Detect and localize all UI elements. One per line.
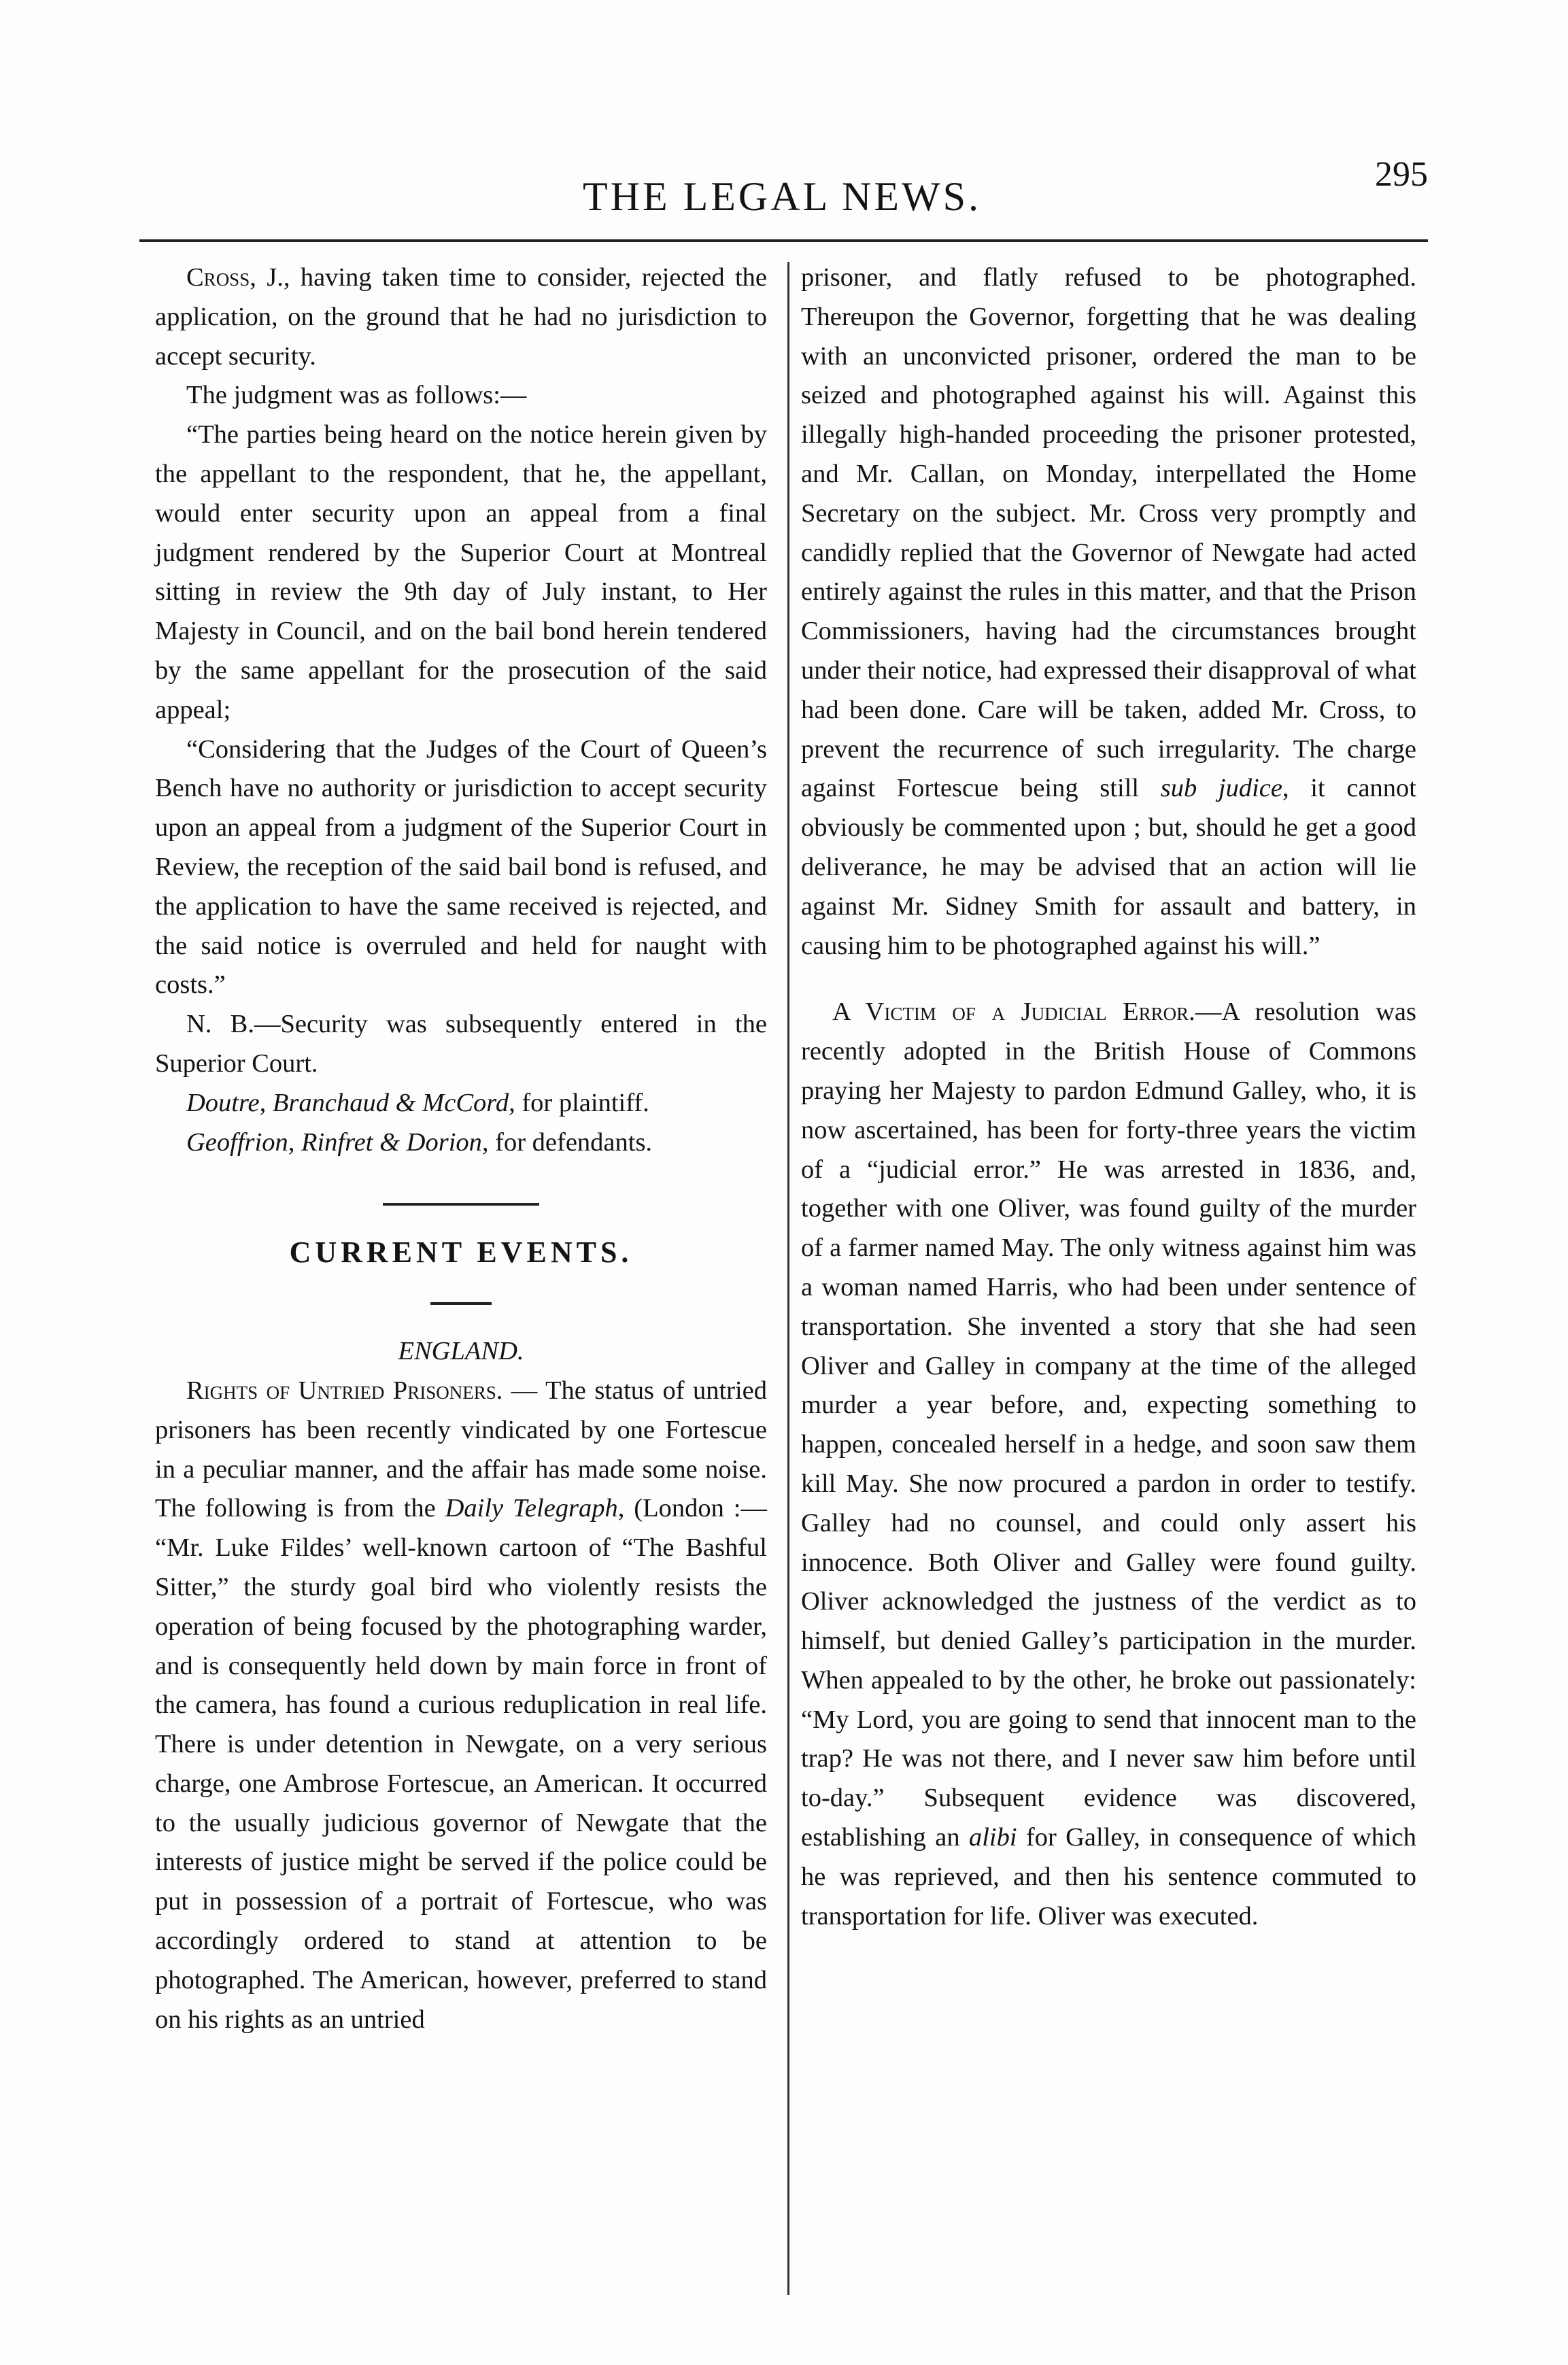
page-title: THE LEGAL NEWS.	[583, 174, 981, 219]
left-column	[155, 258, 767, 2039]
subheading-england: ENGLAND.	[398, 1337, 524, 1366]
judge-name: Cross	[186, 263, 250, 292]
paragraph-fortescue-continued: prisoner, and flatly refused to be photographed. Thereupon the Governor, forgetting that he was dealing with an unconvicted prisoner, ordered the man to be seized and photographed against his will. Against this illegally high-handed proceeding the prisoner protested, and Mr. Callan, on Monday, interpellated the Home Secretary on the subject. Mr. Cross very promptly and candidly replied that the Governor of Newgate had acted entirely against the rules in this matter, and that the Prison Commissioners, having had the circumstances brought under their notice, had expressed their disapproval of what had been done. Care will be taken, added Mr. Cross, to prevent the recurrence of such irregularity. The charge against Fortescue being still sub judice, it cannot obviously be commented upon ; but, should he get a good deliverance, he may be advised that an action will lie against Mr. Sidney Smith for assault and battery, in causing him to be photographed against his will.”	[801, 263, 1416, 960]
right-column	[801, 258, 1416, 1936]
paragraph-cross-decision: Cross, J., having taken time to consider, rejected the application, on the ground that he had no jurisdiction to accept security.	[155, 263, 767, 371]
header-rule	[139, 239, 1428, 242]
paragraph-judgment-intro: The judgment was as follows:—	[186, 381, 527, 410]
counsel-defendants: Geoffrion, Rinfret & Dorion, for defendants.	[186, 1127, 653, 1157]
section-rule	[383, 1203, 539, 1206]
short-rule	[430, 1302, 492, 1305]
paragraph-judgment-considering: “Considering that the Judges of the Court of Queen’s Bench have no authority or jurisdiction to accept security upon an appeal from a judgment of the Superior Court in Review, the reception of the said bail bond is refused, and the application to have the same received is rejected, and the said notice is overruled and held for naught with costs.”	[155, 734, 767, 1000]
counsel-plaintiff: Doutre, Branchaud & McCord, for plaintiff.	[186, 1088, 649, 1117]
article-lead: Rights of Untried Prisoners.	[186, 1376, 503, 1405]
column-divider	[787, 262, 789, 2295]
section-heading: CURRENT EVENTS.	[289, 1236, 633, 1270]
page-number: 295	[1375, 155, 1428, 194]
paragraph-gap	[801, 966, 1416, 993]
paragraph-untried-prisoners: Rights of Untried Prisoners. — The status of untried prisoners has been recently vindicated by one Fortescue in a peculiar manner, and the affair has made some noise. The following is from the Daily Telegraph, (London :— “Mr. Luke Fildes’ well-known cartoon of “The Bashful Sitter,” the sturdy goal bird who violently resists the operation of being focused by the photographing warder, and is consequently held down by main force in front of the camera, has found a curious reduplication in real life. There is under detention in Newgate, on a very serious charge, one Ambrose Fortescue, an American. It occurred to the usually judicious governor of Newgate that the interests of justice might be served if the police could be put in possession of a portrait of Fortescue, who was accordingly ordered to stand at attention to be photographed. The American, however, preferred to stand on his rights as an untried	[155, 1376, 768, 2034]
paragraph-judgment-parties: “The parties being heard on the notice herein given by the appellant to the respondent, that he, the appellant, would enter security upon an appeal from a final judgment rendered by the Superior Court at Montreal sitting in review the 9th day of July instant, to Her Majesty in Council, and on the bail bond herein tendered by the same appellant for the prosecution of the said appeal;	[155, 420, 767, 724]
paragraph-nb: N. B.—Security was subsequently entered in the Superior Court.	[155, 1010, 767, 1078]
article-lead: A Victim of a Judicial Error.	[832, 998, 1195, 1027]
page-header	[136, 155, 1428, 235]
paragraph-judicial-error: A Victim of a Judicial Error.—A resolution was recently adopted in the British House of Commons praying her Majesty to pardon Edmund Galley, who, it is now ascertained, has been for forty-three years the victim of a “judicial error.” He was arrested in 1836, and, together with one Oliver, was found guilty of the murder of a farmer named May. The only witness against him was a woman named Harris, who had been under sentence of transportation. She invented a story that she had seen Oliver and Galley in company at the time of the alleged murder a year before, and, expecting something to happen, concealed herself in a hedge, and soon saw them kill May. She now procured a pardon in order to testify. Galley had no counsel, and could only assert his innocence. Both Oliver and Galley were found guilty. Oliver acknowledged the justness of the verdict as to himself, but denied Galley’s participation in the murder. When appealed to by the other, he broke out passionately: “My Lord, you are going to send that innocent man to the trap? He was not there, and I never saw him before until to-day.” Subsequent evidence was discovered, establishing an alibi for Galley, in consequence of which he was reprieved, and then his sentence commuted to transportation for life. Oliver was executed.	[801, 998, 1416, 1930]
